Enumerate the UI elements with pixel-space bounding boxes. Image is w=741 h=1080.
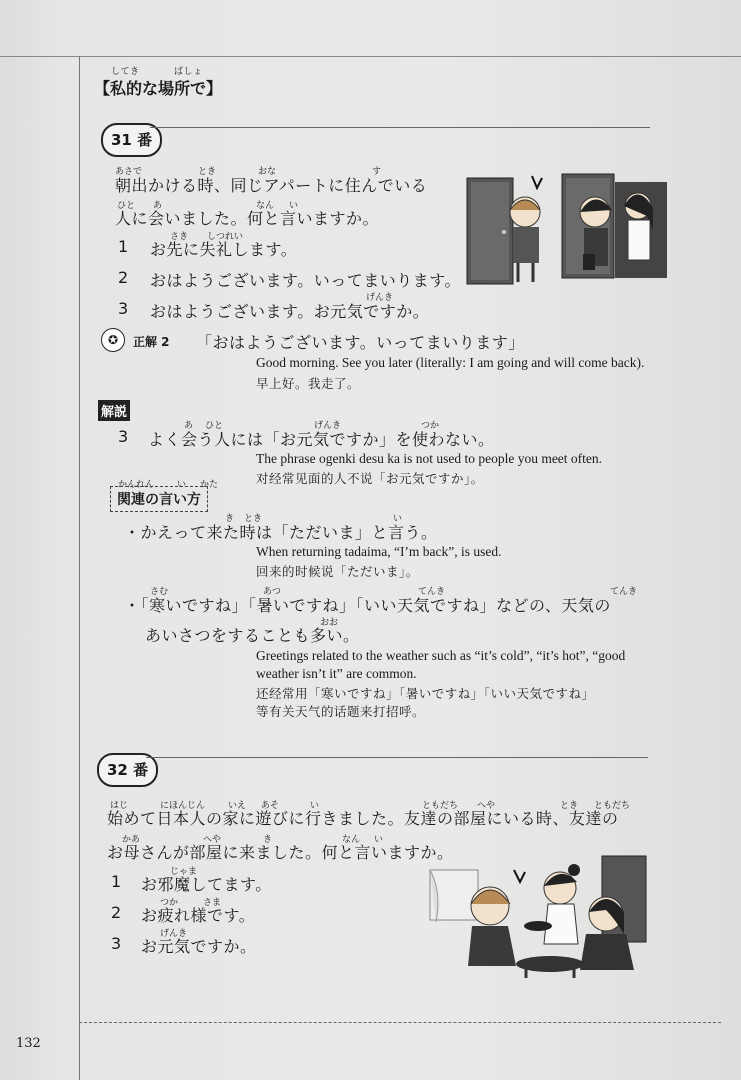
q31-option-number: 3 bbox=[118, 299, 129, 318]
furigana: さき bbox=[170, 232, 189, 242]
furigana: ひと bbox=[117, 201, 136, 211]
related-expressions-label: 関連の言い方 bbox=[110, 486, 208, 512]
answer-chinese: 早上好。我走了。 bbox=[256, 376, 361, 391]
furigana: き bbox=[263, 835, 273, 845]
furigana: い bbox=[393, 514, 403, 524]
q32-option-1: お邪魔してます。 bbox=[141, 875, 272, 894]
q31-option-number: 2 bbox=[118, 268, 129, 287]
furigana: にほんじん bbox=[160, 801, 206, 811]
furigana: げんき bbox=[314, 421, 342, 431]
q32-prompt-line1: 始めて日本人の家に遊びに行きました。友達の部屋にいる時、友達の bbox=[107, 809, 619, 828]
section-heading: 【私的な場所で】 bbox=[94, 79, 223, 98]
furigana: かあ bbox=[122, 835, 141, 845]
furigana: かた bbox=[200, 480, 219, 490]
furigana: あ bbox=[184, 421, 194, 431]
furigana: い bbox=[289, 201, 299, 211]
top-border bbox=[0, 56, 741, 57]
q31-option-3: おはようございます。お元気ですか。 bbox=[150, 302, 430, 321]
explanation-label: 解説 bbox=[98, 400, 130, 421]
furigana: き bbox=[225, 514, 235, 524]
q32-option-number: 1 bbox=[111, 872, 122, 891]
greeting-neighbors-illustration bbox=[465, 170, 670, 290]
related-2-chinese-line1: 还经常用「寒いですね」「暑いですね」「いい天気ですね」 bbox=[256, 686, 595, 701]
answer-text: 「おはようございます。いってまいります」 bbox=[196, 333, 525, 352]
q31-prompt-line1: 朝出かける時、同じアパートに住んでいる bbox=[115, 176, 428, 195]
explanation-number: 3 bbox=[118, 427, 129, 446]
furigana: おお bbox=[320, 618, 339, 628]
q32-option-2: お疲れ様です。 bbox=[141, 906, 256, 925]
question-rule bbox=[146, 757, 648, 758]
furigana: ひと bbox=[205, 421, 224, 431]
furigana: ばしょ bbox=[174, 67, 203, 77]
furigana: なん bbox=[256, 201, 275, 211]
related-expression-2-line2: あいさつをすることも多い。 bbox=[145, 626, 360, 645]
furigana: かんれん bbox=[118, 480, 155, 490]
related-1-chinese: 回来的时候说「ただいま」。 bbox=[256, 564, 419, 579]
furigana: げんき bbox=[366, 293, 394, 303]
furigana: さむ bbox=[150, 587, 169, 597]
furigana: い bbox=[177, 480, 187, 490]
related-2-english-line2: weather isn’t it” are common. bbox=[256, 666, 417, 681]
q31-option-1: お先に失礼します。 bbox=[150, 240, 298, 259]
furigana: とき bbox=[198, 167, 217, 177]
furigana: あ bbox=[153, 201, 163, 211]
lightbulb-icon: ✪ bbox=[101, 328, 125, 352]
related-1-english: When returning tadaima, “I’m back”, is used. bbox=[256, 544, 502, 559]
q32-option-number: 2 bbox=[111, 903, 122, 922]
visiting-friend-home-illustration bbox=[428, 852, 650, 982]
furigana: しつれい bbox=[207, 232, 244, 242]
answer-label: 正解 2 bbox=[133, 335, 170, 349]
furigana: あさで bbox=[115, 167, 143, 177]
furigana: さま bbox=[203, 898, 222, 908]
furigana: とき bbox=[560, 801, 579, 811]
furigana: あつ bbox=[263, 587, 282, 597]
related-2-english-line1: Greetings related to the weather such as “it’s cold”, “it’s hot”, “good bbox=[256, 648, 626, 663]
furigana: いえ bbox=[228, 801, 247, 811]
question-badge-32: 32 番 bbox=[97, 753, 158, 787]
furigana: へや bbox=[477, 801, 496, 811]
furigana: てんき bbox=[610, 587, 638, 597]
furigana: なん bbox=[342, 835, 361, 845]
furigana: ともだち bbox=[594, 801, 631, 811]
explanation-text: よく会う人には「お元気ですか」を使わない。 bbox=[148, 430, 495, 449]
related-expression-2-line1: ・「寒いですね」「暑いですね」「いい天気ですね」などの、天気の bbox=[124, 596, 611, 615]
furigana: げんき bbox=[160, 929, 188, 939]
furigana: あそ bbox=[261, 801, 280, 811]
question-badge-31: 31 番 bbox=[101, 123, 162, 157]
furigana: へや bbox=[203, 835, 222, 845]
furigana: ともだち bbox=[422, 801, 459, 811]
page-number: 132 bbox=[16, 1036, 41, 1051]
related-expression-1: ・かえって来た時は「ただいま」と言う。 bbox=[124, 523, 438, 542]
furigana: てんき bbox=[418, 587, 446, 597]
bottom-dashed-line bbox=[79, 1022, 721, 1023]
furigana: つか bbox=[160, 898, 179, 908]
furigana: とき bbox=[244, 514, 263, 524]
furigana: い bbox=[374, 835, 384, 845]
q31-prompt-line2: 人に会いました。何と言いますか。 bbox=[115, 209, 380, 228]
furigana: してき bbox=[111, 67, 140, 77]
related-2-chinese-line2: 等有关天气的话题来打招呼。 bbox=[256, 704, 426, 719]
q32-option-3: お元気ですか。 bbox=[141, 937, 257, 956]
q31-option-number: 1 bbox=[118, 237, 129, 256]
furigana: おな bbox=[258, 167, 277, 177]
furigana: つか bbox=[421, 421, 440, 431]
furigana: はじ bbox=[110, 801, 129, 811]
answer-english: Good morning. See you later (literally: I am going and will come back). bbox=[256, 355, 645, 370]
furigana: じゃま bbox=[170, 867, 198, 877]
furigana: い bbox=[310, 801, 320, 811]
explanation-chinese: 对经常见面的人不说「お元気ですか」。 bbox=[256, 471, 484, 486]
explanation-english: The phrase ogenki desu ka is not used to people you meet often. bbox=[256, 451, 603, 466]
q32-prompt-line2: お母さんが部屋に来ました。何と言いますか。 bbox=[107, 843, 454, 862]
left-margin-line bbox=[79, 56, 80, 1080]
question-rule bbox=[150, 127, 650, 128]
q32-option-number: 3 bbox=[111, 934, 122, 953]
q31-option-2: おはようございます。いってまいります。 bbox=[150, 271, 461, 290]
furigana: す bbox=[372, 167, 382, 177]
